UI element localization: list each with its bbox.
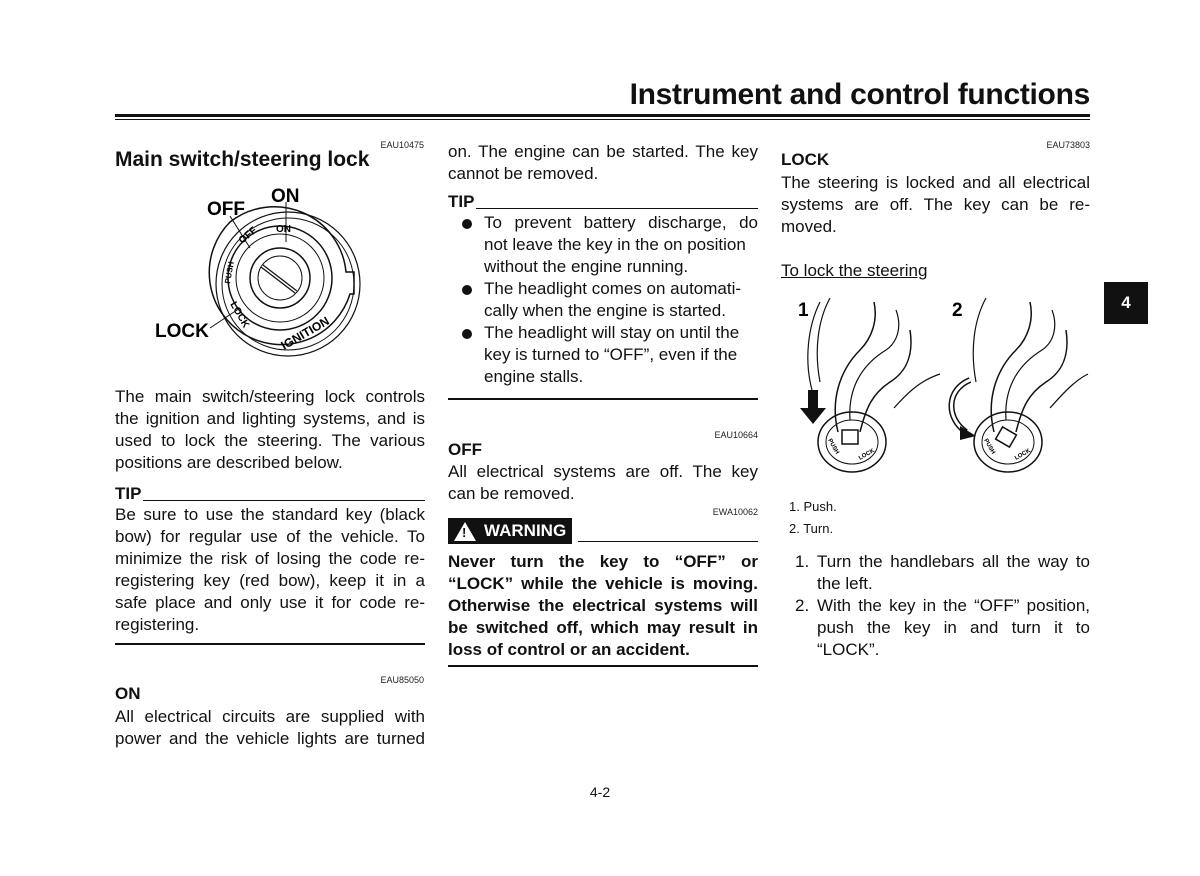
warning-triangle-icon: ! [454,522,476,541]
text-line: power and the vehicle lights are turned [115,729,425,748]
figure-push-text-2: PUSH [982,438,996,456]
section-title: Main switch/steering lock [115,148,370,171]
tip-heading [115,482,425,504]
ring-on-text: ON [276,224,291,235]
ring-push-text: PUSH [223,260,236,285]
text-line: safe place and only use it for code re- [115,593,425,612]
lock-subheading: To lock the steering [781,261,928,280]
text-line: loss of control or an accident. [448,640,690,659]
text-line: With the key in the “OFF” position, [817,596,1090,615]
text-line: key is turned to “OFF”, even if the [484,345,738,364]
text-line: “LOCK” while the vehicle is moving. [448,574,758,593]
text-line: moved. [781,217,837,236]
text-line: All electrical systems are off. The key [448,462,758,481]
tip-end-rule [448,398,758,400]
text-line: Never turn the key to “OFF” or [448,552,758,571]
page-number: 4-2 [589,784,611,800]
text-line: the ignition and lighting systems, and is [115,409,425,428]
step-item [781,551,1090,595]
lock-steering-figure [790,290,1090,480]
step-item [781,595,1090,661]
text-line: engine stalls. [484,367,584,386]
tip-block-2 [448,190,758,388]
caption-item: 1. Push. [789,499,837,514]
intro-paragraph [115,386,425,474]
ref-code: EAU10475 [380,140,424,150]
tip-block [115,482,425,636]
text-line: cannot be removed. [448,164,599,183]
warning-label: WARNING [484,521,567,540]
text-line: registering key (red bow), keep it in a [115,571,425,590]
warning-end-rule [448,665,758,667]
text-line: Turn the handlebars all the way to [817,552,1090,571]
figure-label-1: 1 [798,300,809,321]
figure-captions [789,496,837,540]
figure-label-2: 2 [952,300,963,321]
ref-code: EWA10062 [712,507,758,517]
header-rule-thick [115,114,1090,117]
lock-paragraph [781,172,1090,238]
text-line: the left. [817,574,873,593]
ref-code: EAU73803 [1046,140,1090,150]
off-title: OFF [448,440,482,459]
text-line: positions are described below. [115,453,343,472]
warning-text [448,551,758,661]
label-off: OFF [207,199,245,220]
step-number: 1. [795,552,810,571]
ring-lock-text: LOCK [227,300,252,331]
text-line: minimize the risk of losing the code re- [115,549,425,568]
on-paragraph [115,706,425,750]
figure-lock-text-1: LOCK [858,448,876,462]
bullet-item [448,212,758,278]
text-line: The main switch/steering lock controls [115,387,425,406]
tip-heading [448,190,758,212]
text-line: used to lock the steering. The various [115,431,425,450]
bullet-item [448,278,758,322]
main-switch-figure [150,182,370,362]
text-line: Be sure to use the standard key (black [115,505,425,524]
caption-item: 2. Turn. [789,521,834,536]
tip-end-rule [115,643,425,645]
text-line: not leave the key in the on position [484,235,746,254]
text-line: All electrical circuits are supplied with [115,707,425,726]
on-title: ON [115,684,141,703]
tip-text [115,504,425,636]
bullet-item [448,322,758,388]
steps-list [781,551,1090,661]
chapter-tab: 4 [1104,282,1148,324]
text-line: be switched off, which may result in [448,618,758,637]
text-line: without the engine running. [484,257,689,276]
figure-push-text-1: PUSH [826,438,840,456]
warning-heading [448,518,758,544]
label-lock: LOCK [155,321,209,342]
figure-lock-text-2: LOCK [1014,448,1032,462]
text-line: The headlight comes on automati- [484,279,742,298]
text-line: cally when the engine is started. [484,301,726,320]
text-line: on. The engine can be started. The key [448,142,758,161]
header-rule-thin [115,119,1090,120]
lock-title: LOCK [781,150,830,169]
warning-badge [448,518,572,544]
text-line: The steering is locked and all electrical [781,173,1090,192]
on-continued [448,141,758,185]
ring-ignition-text: IGNITION [278,313,332,353]
text-line: bow) for regular use of the vehicle. To [115,527,425,546]
ring-off-text: OFF [236,225,260,247]
label-on: ON [271,186,300,207]
text-line: push the key in and turn it to [817,618,1090,637]
off-paragraph [448,461,758,505]
text-line: Otherwise the electrical systems will [448,596,758,615]
page-header-title: Instrument and control functions [629,78,1090,111]
text-line: registering. [115,615,200,634]
tip-label: TIP [115,484,142,503]
ref-code: EAU85050 [380,675,424,685]
text-line: systems are off. The key can be re- [781,195,1090,214]
text-line: The headlight will stay on until the [484,323,740,342]
step-number: 2. [795,596,810,615]
tip-label: TIP [448,192,475,211]
text-line: “LOCK”. [817,640,880,659]
ref-code: EAU10664 [714,430,758,440]
lock-steering-illustration [790,290,1090,480]
main-switch-illustration [150,182,370,362]
text-line: can be removed. [448,484,575,503]
text-line: To prevent battery discharge, do [484,213,758,232]
